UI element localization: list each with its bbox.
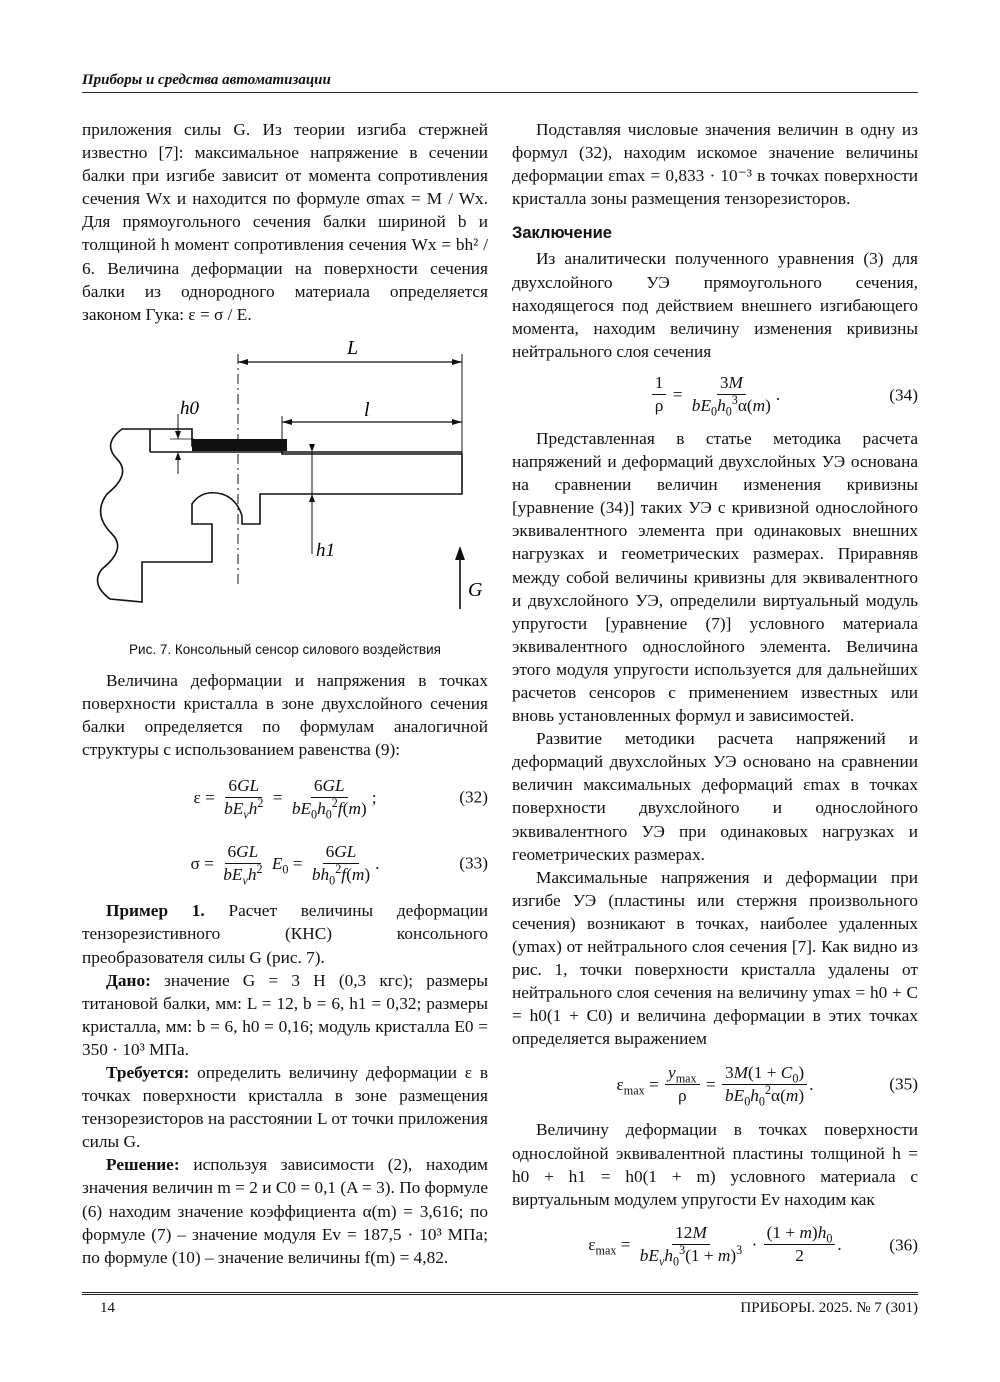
label-G: G [468,578,483,601]
solution-label: Решение: [106,1155,180,1175]
eq33-number: (33) [459,853,488,873]
journal-issue: ПРИБОРЫ. 2025. № 7 (301) [740,1300,918,1316]
page-number: 14 [100,1300,115,1316]
figure-caption: Рис. 7. Консольный сенсор силового воздействия [129,641,441,657]
header-rule [82,92,918,93]
footer-rule [82,1292,918,1295]
required-paragraph: Требуется: определить величину деформации ε в точках поверхности кристалла в зоне размещения тензорезисторов на расстоянии L от точки приложения силы G. [82,1062,488,1152]
label-h1: h1 [316,539,335,561]
left-column [82,118,488,1269]
equation-34: $\frac{1}{\rho}$ = $\frac{3M}{bE_0h_0^3\alpha(m)}$ . (34) [512,369,918,421]
right-paragraph-1: Подставляя числовые значения величин в одну из формул (32), находим искомое значение величины деформации εmax = 0,833 · 10⁻³ в точках поверхности кристалла зоны размещения тензорезисторов. [512,120,918,209]
left-paragraph-1: приложения силы G. Из теории изгиба стержней известно [7]: максимальное напряжение в сечении балки при изгибе зависит от момента сопротивления сечения Wx и находится по формуле σmax = M / Wx. Для прямоугольного сечения балки шириной b и толщиной h момент сопротивления сечения Wx = bh² / 6. Величина деформации на поверхности сечения балки из однородного материала определяется законом Гука: ε = σ / E. [82,120,488,324]
cantilever-diagram [82,334,488,634]
eq36-number: (36) [889,1235,918,1255]
required-label: Требуется: [106,1062,190,1082]
equation-32: ε = $\frac{6GL}{bE_vh^2}$ = $\frac{6GL}{bE_0h_0^2f(m)}$ ; (32) [193,775,488,822]
running-header: Приборы и средства автоматизации [82,72,331,88]
right-paragraph-2: Из аналитически полученного уравнения (3) для двухслойного УЭ прямоугольного сечения, находящегося под действием внешнего изгибающего момента, находим величину изменения кривизны нейтрального слоя сечения [512,249,918,361]
right-paragraph-4: Развитие методики расчета напряжений и деформаций двухслойных УЭ основано на сравнении величин максимальных деформаций εmax в точках поверхности двухслойного и однослойного эквивалентного УЭ при одинаковых нагрузках и геометрических размерах. [512,729,918,864]
left-paragraph-2: Величина деформации и напряжения в точках поверхности кристалла в зоне двухслойного сечения балки определяется по формулам аналогичной структуры с использованием равенства (9): [82,670,488,760]
equation-35: $\varepsilon_{max}$ = $\frac{y_{max}}{\rho}$ = $\frac{3M(1 + C_0)}{bE_0h_0^2\alpha(m)}$ . (35) [616,1062,918,1109]
eq34-number: (34) [889,385,918,405]
given-label: Дано: [106,970,151,990]
label-l: l [364,398,370,421]
eq35-number: (35) [889,1074,918,1094]
label-L: L [347,336,359,359]
label-h0: h0 [180,397,199,419]
section-title: Заключение [512,224,612,243]
solution-paragraph: Решение: используя зависимости (2), находим значения величин m = 2 и C0 = 0,1 (A = 3). По формуле (6) находим значение коэффициента α(m) = 3,616; по формуле (7) – значение модуля Ev = 187,5 · 10³ МПа; по формуле (10) – значение величины f(m) = 4,82. [82,1155,488,1267]
equation-36: $\varepsilon_{max}$ = $\frac{12M}{bE_vh_0^3(1 + m)^3}$ · $\frac{(1 + m)h_0}{2}$ . (36) [588,1223,918,1269]
equation-33: σ = $\frac{6GL}{bE_vh^2}$ $E_0$ = $\frac{6GL}{bh_0^2f(m)}$ . (33) [190,841,488,888]
figure-7 [82,334,488,634]
crystal-layer [192,439,287,451]
example-paragraph: Пример 1. Расчет величины деформации тензорезистивного (КНС) консольного преобразователя силы G (рис. 7). [82,901,488,967]
right-column [512,118,918,1279]
right-paragraph-5: Максимальные напряжения и деформации при изгибе УЭ (пластины или стержня произвольного сечения) возникают в точках, наиболее удаленных (ymax) от нейтрального слоя сечения [7]. Как видно из рис. 1, точки поверхности кристалла удалены от нейтрального слоя сечения на величину ymax = h0 + C = h0(1 + C0) и величина деформации в этих точках определяется выражением [512,867,918,1049]
right-paragraph-3: Представленная в статье методика расчета напряжений и деформаций двухслойных УЭ основана на сравнении величин изменения кривизны [уравнение (34)] таких УЭ с кривизной однослойного эквивалентного элемента при одинаковых внешних нагрузках и геометрических размерах. Приравняв между собой величины кривизны для эквивалентного и двухслойного УЭ, определили виртуальный модуль упругости [уравнение (7)] условного материала эквивалентного однослойного элемента. Величина этого модуля упругости используется для дальнейших расчетов сенсоров с применением известных или вновь установленных формул и зависимостей. [512,428,918,726]
given-paragraph: Дано: значение G = 3 Н (0,3 кгс); размеры титановой балки, мм: L = 12, b = 6, h1 = 0,32; размеры кристалла, мм: b = 6, h0 = 0,16; модуль кристалла E0 = 350 · 10³ МПа. [82,970,488,1059]
eq32-number: (32) [459,787,488,807]
right-paragraph-6: Величину деформации в точках поверхности однослойной эквивалентной пластины толщиной h = h0 + h1 = h0(1 + m) условного материала с виртуальным модулем упругости Ev находим как [512,1120,918,1209]
example-title: Пример 1. [106,901,205,921]
